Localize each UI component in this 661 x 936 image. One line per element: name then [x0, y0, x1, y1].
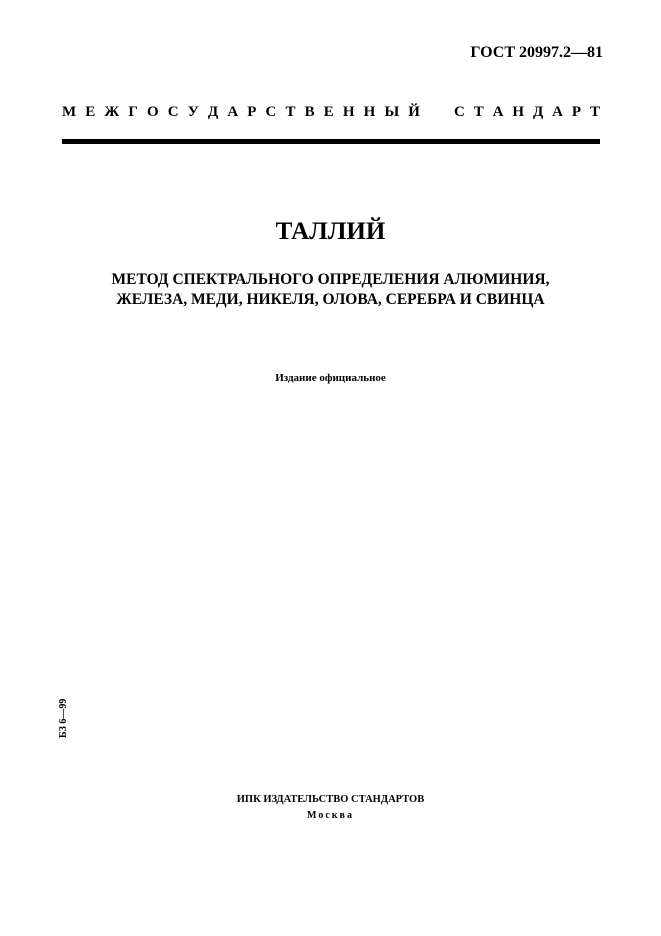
publisher-name: ИПК ИЗДАТЕЛЬСТВО СТАНДАРТОВ — [236, 794, 425, 805]
heading-letter: Р — [571, 104, 582, 120]
heading-letter: Р — [247, 104, 257, 120]
publisher-city: Москва — [307, 810, 354, 821]
heading-letter: Д — [207, 104, 219, 120]
document-number: ГОСТ 20997.2—81 — [470, 44, 603, 61]
heading-letter: Т — [285, 104, 296, 120]
heading-letter: Е — [85, 104, 96, 120]
heading-letter: А — [227, 104, 239, 120]
side-code: БЗ 6—99 — [58, 698, 69, 738]
document-subtitle — [0, 270, 661, 310]
heading-letter: С — [167, 104, 179, 120]
heading-letter: Ж — [104, 104, 120, 120]
standard-type-word-1 — [62, 104, 420, 121]
document-title: ТАЛЛИЙ — [275, 218, 386, 245]
heading-letter: Ы — [384, 104, 400, 120]
heading-letter: О — [147, 104, 159, 120]
heading-letter: А — [552, 104, 563, 120]
header-divider — [62, 139, 600, 144]
heading-letter: Т — [473, 104, 484, 120]
subtitle-line-1: МЕТОД СПЕКТРАЛЬНОГО ОПРЕДЕЛЕНИЯ АЛЮМИНИЯ, — [111, 271, 550, 288]
heading-letter: Д — [532, 104, 544, 120]
heading-letter: Н — [363, 104, 376, 120]
heading-letter: С — [454, 104, 465, 120]
heading-letter: Н — [342, 104, 355, 120]
heading-letter: У — [187, 104, 199, 120]
edition-label: Издание официальное — [275, 372, 386, 384]
heading-letter: А — [492, 104, 504, 120]
heading-letter: Н — [512, 104, 525, 120]
heading-letter: Г — [128, 104, 138, 120]
standard-type-heading — [62, 104, 600, 121]
heading-letter: Й — [408, 104, 420, 120]
heading-letter: М — [62, 104, 77, 120]
heading-letter: С — [265, 104, 277, 120]
subtitle-line-2: ЖЕЛЕЗА, МЕДИ, НИКЕЛЯ, ОЛОВА, СЕРЕБРА И СВИНЦА — [116, 291, 545, 308]
heading-letter: Т — [589, 104, 600, 120]
heading-letter: В — [304, 104, 315, 120]
standard-type-word-2 — [454, 104, 600, 121]
heading-letter: Е — [323, 104, 334, 120]
